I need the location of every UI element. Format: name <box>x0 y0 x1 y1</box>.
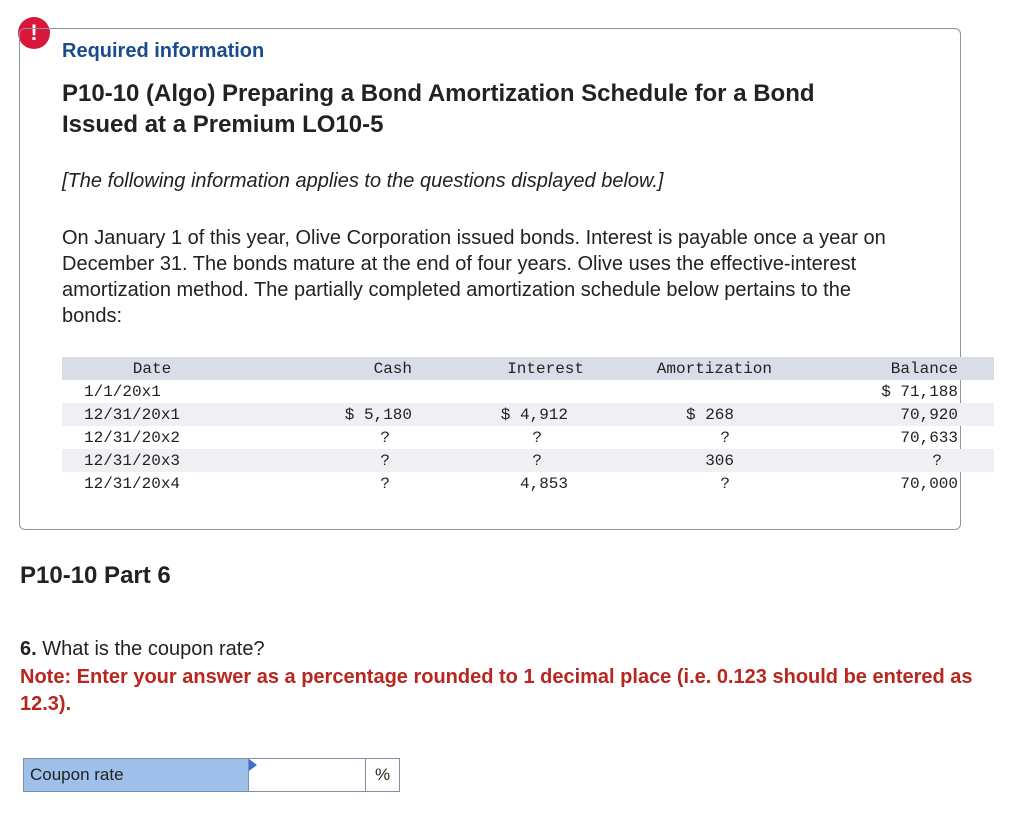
question-number: 6. <box>20 638 37 660</box>
cell-interest: ? <box>532 451 542 470</box>
cell-amortization: ? <box>720 428 730 447</box>
table-row <box>62 449 994 472</box>
required-info-label: Required information <box>62 40 265 62</box>
amortization-schedule-table <box>62 357 994 495</box>
cell-balance: 70,920 <box>900 405 958 424</box>
coupon-rate-input-wrapper[interactable] <box>249 758 366 792</box>
table-row <box>62 472 994 495</box>
cell-interest <box>412 380 584 403</box>
intro-note: [The following information applies to the questions displayed below.] <box>62 170 664 192</box>
cell-cash: $ 5,180 <box>344 405 412 424</box>
cell-date: 12/31/20x4 <box>84 474 181 493</box>
cell-date: 12/31/20x3 <box>84 451 181 470</box>
cell-cash: ? <box>380 451 390 470</box>
cell-date: 1/1/20x1 <box>84 382 161 401</box>
table-header-row <box>62 357 994 380</box>
required-input-marker-icon <box>249 759 257 771</box>
cell-cash: ? <box>380 474 390 493</box>
cell-interest: ? <box>532 428 542 447</box>
table-row <box>62 426 994 449</box>
column-header-interest: Interest <box>507 359 584 378</box>
cell-balance: 70,633 <box>900 428 958 447</box>
cell-cash <box>242 380 412 403</box>
problem-title: P10-10 (Algo) Preparing a Bond Amortization Schedule for a Bond Issued at a Premium LO10-5 <box>62 80 815 138</box>
question-prompt: What is the coupon rate? <box>42 638 265 660</box>
cell-interest: 4,853 <box>519 474 568 493</box>
cell-balance: 70,000 <box>900 474 958 493</box>
cell-amortization: 306 <box>705 451 734 470</box>
cell-amortization: $ 268 <box>685 405 734 424</box>
cell-interest: $ 4,912 <box>500 405 568 424</box>
coupon-rate-input[interactable] <box>249 759 365 791</box>
alert-icon: ! <box>18 17 50 49</box>
column-header-cash: Cash <box>373 359 412 378</box>
table-row <box>62 403 994 426</box>
percent-unit-label: % <box>366 758 400 792</box>
cell-cash: ? <box>380 428 390 447</box>
cell-balance: $ 71,188 <box>881 382 958 401</box>
answer-note: Note: Enter your answer as a percentage rounded to 1 decimal place (i.e. 0.123 should be entered as 12.3). <box>20 666 973 715</box>
coupon-rate-label: Coupon rate <box>23 758 249 792</box>
column-header-date: Date <box>132 359 172 378</box>
cell-amortization <box>584 380 772 403</box>
scenario-text: On January 1 of this year, Olive Corporation issued bonds. Interest is payable once a year on December 31. The bonds mature at the end of four years. Olive uses the effective-interest amortization method. The partially completed amortization schedule below pertains to the bonds: <box>62 227 886 327</box>
column-header-amortization: Amortization <box>656 359 772 378</box>
table-row <box>62 380 994 403</box>
answer-row <box>23 758 400 792</box>
cell-date: 12/31/20x1 <box>84 405 181 424</box>
question-text <box>20 638 265 661</box>
column-header-balance: Balance <box>890 359 958 378</box>
cell-amortization: ? <box>720 474 730 493</box>
cell-balance: ? <box>932 451 942 470</box>
part-heading: P10-10 Part 6 <box>20 562 171 589</box>
cell-date: 12/31/20x2 <box>84 428 181 447</box>
